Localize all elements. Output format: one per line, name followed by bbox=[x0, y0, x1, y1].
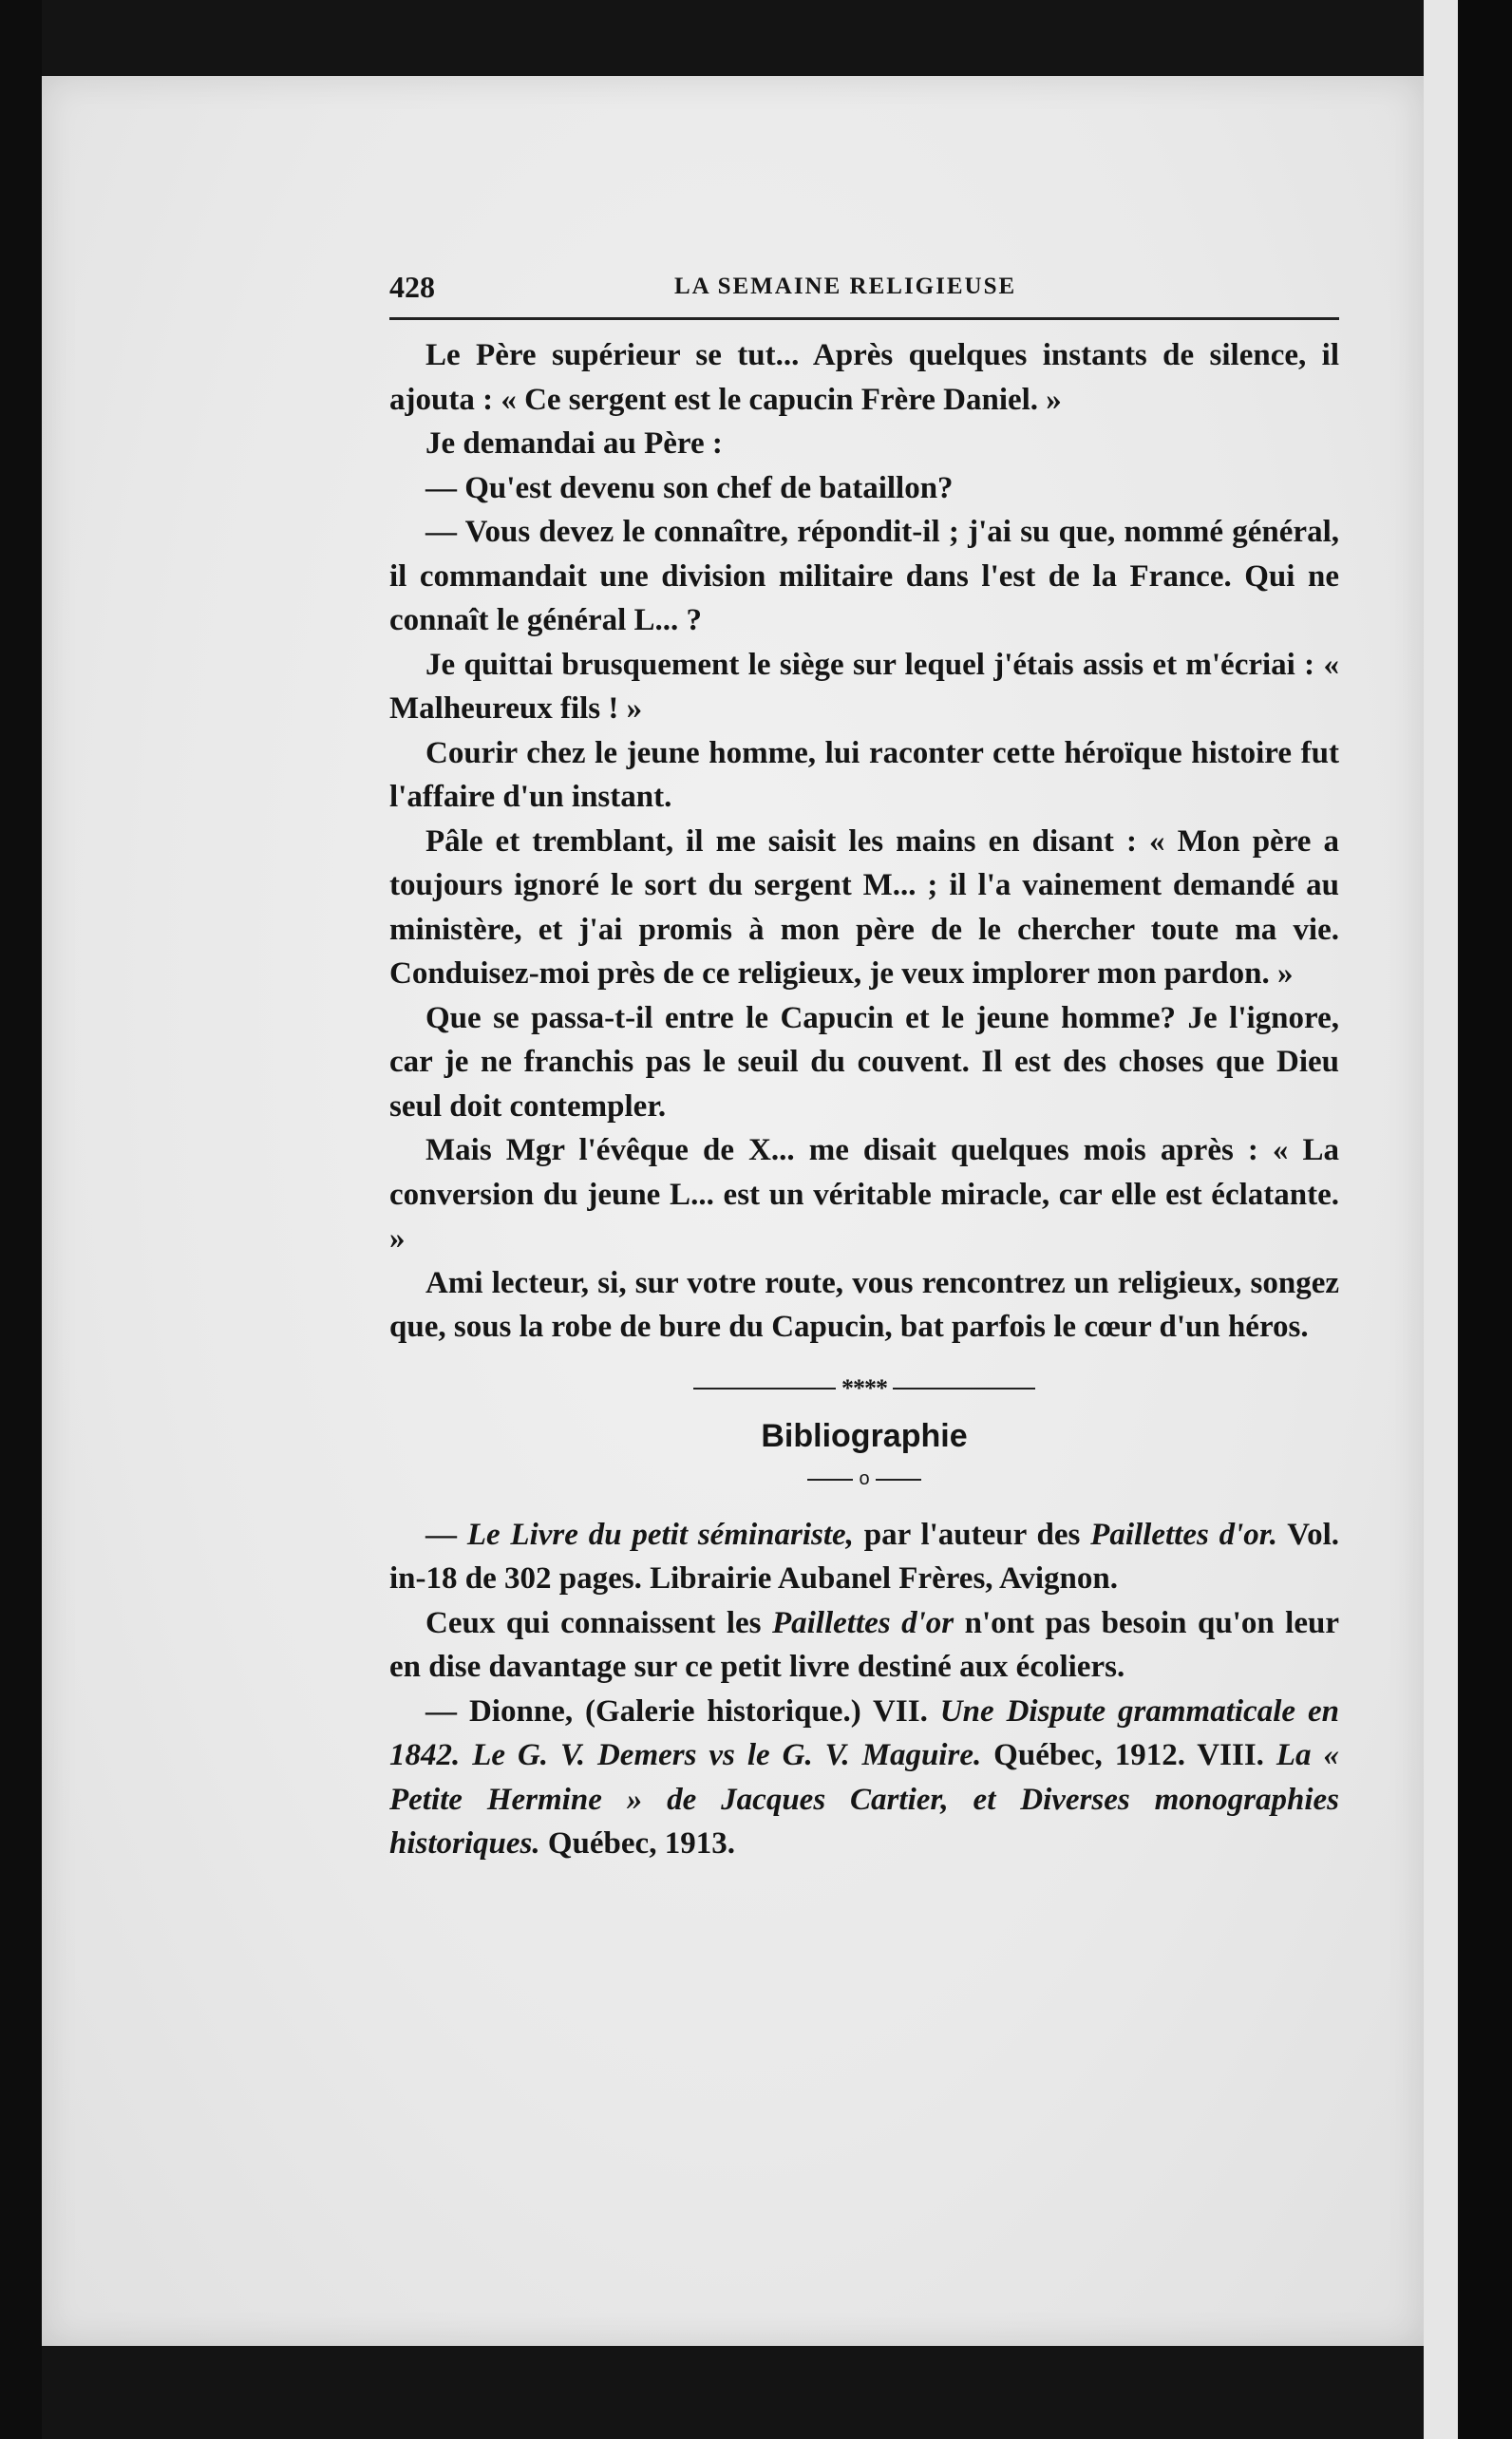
entry-text: par l'auteur des bbox=[853, 1517, 1091, 1552]
bibliography-entry bbox=[389, 1513, 1339, 1601]
story-paragraph: Je demandai au Père : bbox=[425, 426, 723, 461]
story-paragraph: Que se passa-t-il entre le Capucin et le jeune homme? Je l'ignore, car je ne franchis pas le seuil du couvent. Il est des choses que Dieu seul doit contempler. bbox=[389, 1000, 1339, 1124]
story-paragraph: Ami lecteur, si, sur votre route, vous rencontrez un religieux, songez que, sous la robe de bure du Capucin, bat parfois le cœur d'un héros. bbox=[389, 1265, 1339, 1344]
scan-right-edge bbox=[1458, 0, 1512, 2439]
book-title: Paillettes d'or. bbox=[1090, 1517, 1278, 1552]
page-number: 428 bbox=[389, 270, 435, 304]
bibliography-title: Bibliographie bbox=[761, 1417, 968, 1454]
title-ornament bbox=[389, 1465, 1339, 1494]
facing-page-strip bbox=[1424, 0, 1458, 2439]
story-paragraph: Pâle et tremblant, il me saisit les mains en disant : « Mon père a toujours ignoré le sort du sergent M... ; il l'a vainement demandé au ministère, et j'ai promis à mon père de le chercher toute ma vie. Conduisez-moi près de ce religieux, je veux implorer mon pardon. » bbox=[389, 823, 1339, 991]
entry-text: Québec, 1913. bbox=[539, 1826, 735, 1861]
book-title: Le Livre du petit séminariste, bbox=[466, 1517, 854, 1552]
story-paragraph: — Qu'est devenu son chef de bataillon? bbox=[425, 470, 954, 505]
story-paragraph: Mais Mgr l'évêque de X... me disait quelques mois après : « La conversion du jeune L... est un véritable miracle, car elle est éclatante. » bbox=[389, 1133, 1339, 1256]
running-title: LA SEMAINE RELIGIEUSE bbox=[674, 274, 1017, 299]
entry-text: Québec, 1912. VIII. bbox=[981, 1738, 1276, 1772]
running-head bbox=[389, 266, 1339, 304]
page-content bbox=[389, 266, 1339, 1866]
bibliography-entry bbox=[389, 1690, 1339, 1866]
ornament-rule-right bbox=[876, 1479, 921, 1481]
scan-left-edge bbox=[0, 0, 42, 2439]
book-title: Une Dispute grammaticale en 1842. Le G. V. Demers vs le G. V. Maguire. bbox=[389, 1693, 1339, 1772]
separator-stars: **** bbox=[841, 1373, 887, 1402]
entry-text: — Dionne, (Galerie historique.) VII. bbox=[425, 1693, 940, 1729]
bibliography-list bbox=[389, 1513, 1339, 1866]
bibliography-note bbox=[389, 1601, 1339, 1690]
entry-dash: — bbox=[425, 1517, 467, 1552]
book-title: La « Petite Hermine » de Jacques Cartier, et Diverses monographies historiques. bbox=[389, 1738, 1339, 1861]
separator-rule-left bbox=[693, 1388, 836, 1390]
note-text: Ceux qui connaissent les bbox=[425, 1605, 772, 1640]
entry-text: Vol. in-18 de 302 pages. Librairie Aubanel Frères, Avignon. bbox=[389, 1517, 1339, 1596]
note-text: n'ont pas besoin qu'on leur en dise davantage sur ce petit livre destiné aux écoliers. bbox=[389, 1605, 1339, 1684]
header-rule bbox=[389, 317, 1339, 320]
ornament-circle: o bbox=[859, 1468, 870, 1489]
section-separator bbox=[389, 1374, 1339, 1403]
story-paragraph: — Vous devez le connaître, répondit-il ; j'ai su que, nommé général, il commandait une division militaire dans l'est de la France. Qui ne connaît le général L... ? bbox=[389, 515, 1339, 637]
book-title: Paillettes d'or bbox=[771, 1605, 954, 1640]
separator-rule-right bbox=[893, 1388, 1035, 1390]
story-paragraph: Je quittai brusquement le siège sur lequel j'étais assis et m'écriai : « Malheureux fils ! » bbox=[389, 647, 1339, 726]
story-paragraph: Le Père supérieur se tut... Après quelques instants de silence, il ajouta : « Ce sergent est le capucin Frère Daniel. » bbox=[389, 338, 1339, 417]
story-paragraph: Courir chez le jeune homme, lui raconter cette héroïque histoire fut l'affaire d'un instant. bbox=[389, 735, 1339, 814]
ornament-rule-left bbox=[807, 1479, 853, 1481]
